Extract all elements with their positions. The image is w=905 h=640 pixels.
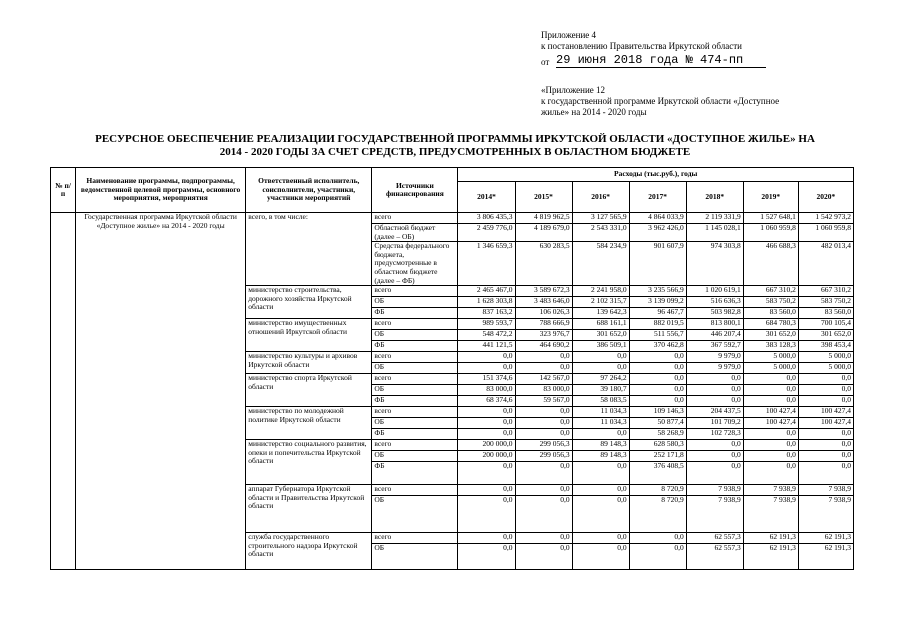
cell-value: 503 982,8 — [686, 308, 743, 319]
cell-value: 0,0 — [798, 451, 853, 462]
cell-value: 667 310,2 — [743, 286, 798, 297]
cell-value: 1 060 959,8 — [798, 224, 853, 242]
cell-value: 39 180,7 — [572, 385, 629, 396]
cell-value: 446 207,4 — [686, 330, 743, 341]
cell-value: 151 374,6 — [458, 374, 515, 385]
cell-value: 398 453,4 — [798, 341, 853, 352]
table-body — [51, 213, 854, 570]
cell-value: 383 128,3 — [743, 341, 798, 352]
cell-value: 482 013,4 — [798, 242, 853, 286]
cell-executor: министерство по молодежной политике Иркутской области — [246, 407, 372, 440]
cell-value: 83 560,0 — [743, 308, 798, 319]
cell-value: 0,0 — [686, 440, 743, 451]
cell-value: 0,0 — [458, 496, 515, 533]
cell-value: 0,0 — [743, 429, 798, 440]
cell-value: 0,0 — [743, 462, 798, 485]
cell-value: 386 509,1 — [572, 341, 629, 352]
cell-value: 5 000,0 — [743, 352, 798, 363]
cell-value: 299 056,3 — [515, 440, 572, 451]
cell-value: 7 938,9 — [743, 496, 798, 533]
cell-value: 0,0 — [572, 352, 629, 363]
cell-value: 7 938,9 — [686, 485, 743, 496]
cell-value: 376 408,5 — [629, 462, 686, 485]
cell-value: 100 427,4 — [743, 418, 798, 429]
cell-value: 3 962 426,0 — [629, 224, 686, 242]
cell-value: 62 557,3 — [686, 544, 743, 570]
cell-value: 83 000,0 — [458, 385, 515, 396]
cell-source: ОБ — [372, 451, 458, 462]
cell-value: 464 690,2 — [515, 341, 572, 352]
cell-executor: служба государственного строительного надзора Иркутской области — [246, 533, 372, 570]
cell-value: 516 636,3 — [686, 297, 743, 308]
cell-source: всего — [372, 374, 458, 385]
title-line-2: 2014 - 2020 ГОДЫ ЗА СЧЕТ СРЕДСТВ, ПРЕДУСМОТРЕННЫХ В ОБЛАСТНОМ БЮДЖЕТЕ — [219, 146, 691, 158]
cell-value: 301 652,0 — [743, 330, 798, 341]
cell-value: 0,0 — [629, 385, 686, 396]
cell-value: 62 557,3 — [686, 533, 743, 544]
cell-value: 0,0 — [743, 385, 798, 396]
cell-value: 0,0 — [458, 462, 515, 485]
cell-value: 323 976,7 — [515, 330, 572, 341]
header-executor: Ответственный исполнитель, соисполнители, участники, участники мероприятий — [246, 168, 372, 213]
cell-value: 0,0 — [686, 374, 743, 385]
cell-value: 0,0 — [458, 352, 515, 363]
cell-value: 1 020 619,1 — [686, 286, 743, 297]
cell-value: 5 000,0 — [743, 363, 798, 374]
cell-value: 3 806 435,3 — [458, 213, 515, 224]
cell-value: 0,0 — [686, 385, 743, 396]
cell-source: всего — [372, 319, 458, 330]
resource-table — [50, 167, 854, 570]
cell-value: 2 241 958,0 — [572, 286, 629, 297]
cell-source: всего — [372, 286, 458, 297]
cell-value: 3 127 565,9 — [572, 213, 629, 224]
cell-source: Средства федерального бюджета, предусмотренные в областном бюджете (далее – ФБ) — [372, 242, 458, 286]
cell-value: 583 750,2 — [743, 297, 798, 308]
cell-value: 0,0 — [629, 396, 686, 407]
cell-value: 0,0 — [515, 407, 572, 418]
cell-value: 68 374,6 — [458, 396, 515, 407]
cell-value: 1 628 303,8 — [458, 297, 515, 308]
header-source: Источники финансирования — [372, 168, 458, 213]
cell-value: 4 864 033,9 — [629, 213, 686, 224]
cell-value: 2 119 331,9 — [686, 213, 743, 224]
cell-value: 0,0 — [572, 429, 629, 440]
cell-value: 813 800,1 — [686, 319, 743, 330]
cell-value: 9 979,0 — [686, 352, 743, 363]
cell-value: 7 938,9 — [798, 496, 853, 533]
cell-value: 1 145 028,1 — [686, 224, 743, 242]
cell-source: всего — [372, 407, 458, 418]
cell-value: 0,0 — [458, 418, 515, 429]
cell-value: 584 234,9 — [572, 242, 629, 286]
cell-value: 301 652,0 — [572, 330, 629, 341]
cell-value: 0,0 — [629, 533, 686, 544]
cell-value: 0,0 — [515, 462, 572, 485]
header-year: 2019* — [743, 182, 798, 213]
cell-source: ФБ — [372, 341, 458, 352]
cell-value: 11 034,3 — [572, 407, 629, 418]
cell-value: 0,0 — [572, 462, 629, 485]
cell-value: 2 459 776,0 — [458, 224, 515, 242]
cell-source: ОБ — [372, 363, 458, 374]
program-years: жилье» на 2014 - 2020 годы — [541, 107, 647, 117]
cell-value: 139 642,3 — [572, 308, 629, 319]
cell-value: 0,0 — [743, 374, 798, 385]
title-line-1: РЕСУРСНОЕ ОБЕСПЕЧЕНИЕ РЕАЛИЗАЦИИ ГОСУДАРСТВЕННОЙ ПРОГРАММЫ ИРКУТСКОЙ ОБЛАСТИ «ДОСТУПНОЕ ЖИЛЬЕ» НА — [95, 133, 815, 145]
cell-value: 901 607,9 — [629, 242, 686, 286]
cell-value: 8 720,9 — [629, 496, 686, 533]
cell-source: ОБ — [372, 496, 458, 533]
cell-value: 3 483 646,0 — [515, 297, 572, 308]
cell-executor: всего, в том числе: — [246, 213, 372, 286]
header-year: 2016* — [572, 182, 629, 213]
cell-value: 0,0 — [629, 363, 686, 374]
cell-value: 2 543 331,0 — [572, 224, 629, 242]
cell-value: 370 462,8 — [629, 341, 686, 352]
date-prefix: от — [541, 57, 550, 67]
header-year: 2014* — [458, 182, 515, 213]
cell-value: 100 427,4 — [743, 407, 798, 418]
cell-value: 0,0 — [686, 462, 743, 485]
cell-value: 0,0 — [572, 363, 629, 374]
cell-value: 4 189 679,0 — [515, 224, 572, 242]
cell-value: 58 083,5 — [572, 396, 629, 407]
cell-value: 89 148,3 — [572, 440, 629, 451]
cell-source: ФБ — [372, 429, 458, 440]
cell-value: 204 437,5 — [686, 407, 743, 418]
cell-value: 0,0 — [515, 363, 572, 374]
cell-value: 100 427,4 — [798, 407, 853, 418]
cell-value: 583 750,2 — [798, 297, 853, 308]
cell-value: 200 000,0 — [458, 451, 515, 462]
cell-source: Областной бюджет (далее – ОБ) — [372, 224, 458, 242]
cell-source: всего — [372, 533, 458, 544]
header-year: 2015* — [515, 182, 572, 213]
cell-source: ОБ — [372, 297, 458, 308]
cell-source: ОБ — [372, 385, 458, 396]
cell-executor: министерство спорта Иркутской области — [246, 374, 372, 407]
cell-value: 0,0 — [515, 533, 572, 544]
header-year: 2020* — [798, 182, 853, 213]
cell-value: 8 720,9 — [629, 485, 686, 496]
decree-reference: к постановлению Правительства Иркутской области — [541, 41, 742, 51]
cell-value: 788 666,9 — [515, 319, 572, 330]
cell-value: 0,0 — [458, 544, 515, 570]
cell-value: 0,0 — [798, 385, 853, 396]
cell-num — [51, 213, 76, 570]
cell-value: 0,0 — [515, 352, 572, 363]
cell-value: 989 593,7 — [458, 319, 515, 330]
cell-value: 102 728,3 — [686, 429, 743, 440]
cell-value: 511 556,7 — [629, 330, 686, 341]
cell-value: 367 592,7 — [686, 341, 743, 352]
cell-value: 59 567,0 — [515, 396, 572, 407]
cell-value: 0,0 — [629, 374, 686, 385]
cell-value: 0,0 — [629, 352, 686, 363]
cell-value: 1 527 648,1 — [743, 213, 798, 224]
cell-value: 1 060 959,8 — [743, 224, 798, 242]
cell-executor: министерство социального развития, опеки и попечительства Иркутской области — [246, 440, 372, 485]
cell-value: 301 652,0 — [798, 330, 853, 341]
cell-source: ФБ — [372, 308, 458, 319]
cell-value: 96 467,7 — [629, 308, 686, 319]
cell-value: 0,0 — [458, 533, 515, 544]
cell-value: 4 819 962,5 — [515, 213, 572, 224]
cell-value: 0,0 — [515, 496, 572, 533]
cell-value: 252 171,8 — [629, 451, 686, 462]
cell-value: 0,0 — [572, 496, 629, 533]
cell-source: всего — [372, 213, 458, 224]
cell-value: 97 264,2 — [572, 374, 629, 385]
cell-value: 441 121,5 — [458, 341, 515, 352]
cell-value: 0,0 — [629, 544, 686, 570]
cell-program-name: Государственная программа Иркутской области «Доступное жилье» на 2014 - 2020 годы — [76, 213, 246, 570]
cell-value: 0,0 — [798, 374, 853, 385]
cell-source: ОБ — [372, 330, 458, 341]
cell-value: 667 310,2 — [798, 286, 853, 297]
document-title — [50, 133, 860, 159]
cell-value: 0,0 — [458, 485, 515, 496]
cell-value: 62 191,3 — [743, 544, 798, 570]
cell-value: 630 283,5 — [515, 242, 572, 286]
cell-value: 5 000,0 — [798, 363, 853, 374]
cell-value: 0,0 — [798, 429, 853, 440]
cell-value: 3 235 566,9 — [629, 286, 686, 297]
cell-source: всего — [372, 352, 458, 363]
cell-value: 0,0 — [572, 533, 629, 544]
cell-value: 0,0 — [572, 544, 629, 570]
cell-value: 882 019,5 — [629, 319, 686, 330]
cell-value: 0,0 — [515, 418, 572, 429]
cell-value: 0,0 — [798, 396, 853, 407]
cell-value: 0,0 — [686, 451, 743, 462]
cell-source: ОБ — [372, 544, 458, 570]
cell-value: 0,0 — [686, 396, 743, 407]
cell-value: 83 560,0 — [798, 308, 853, 319]
cell-value: 548 472,2 — [458, 330, 515, 341]
cell-source: всего — [372, 440, 458, 451]
cell-value: 11 034,3 — [572, 418, 629, 429]
cell-value: 142 567,0 — [515, 374, 572, 385]
cell-value: 50 877,4 — [629, 418, 686, 429]
cell-value: 299 056,3 — [515, 451, 572, 462]
cell-value: 0,0 — [458, 407, 515, 418]
cell-value: 62 191,3 — [798, 533, 853, 544]
program-reference: к государственной программе Иркутской области «Доступное — [541, 96, 780, 106]
decree-date-number: 29 июня 2018 года № 474-пп — [556, 54, 766, 68]
appendix12-label: «Приложение 12 — [541, 85, 606, 95]
cell-value: 1 542 973,2 — [798, 213, 853, 224]
header-num: № п/п — [51, 168, 76, 213]
cell-value: 0,0 — [572, 485, 629, 496]
cell-value: 466 688,3 — [743, 242, 798, 286]
cell-value: 0,0 — [798, 440, 853, 451]
cell-value: 7 938,9 — [743, 485, 798, 496]
cell-value: 0,0 — [743, 451, 798, 462]
cell-value: 2 465 467,0 — [458, 286, 515, 297]
table-row — [51, 213, 854, 224]
cell-value: 0,0 — [458, 429, 515, 440]
cell-value: 101 709,2 — [686, 418, 743, 429]
header-name: Наименование программы, подпрограммы, ведомственной целевой программы, основного мероприятия, мероприятия — [76, 168, 246, 213]
cell-executor: аппарат Губернатора Иркутской области и Правительства Иркутской области — [246, 485, 372, 533]
cell-value: 0,0 — [743, 396, 798, 407]
cell-source: всего — [372, 485, 458, 496]
header-year: 2018* — [686, 182, 743, 213]
cell-source: ФБ — [372, 462, 458, 485]
cell-value: 628 580,3 — [629, 440, 686, 451]
cell-value: 83 000,0 — [515, 385, 572, 396]
cell-value: 89 148,3 — [572, 451, 629, 462]
cell-value: 58 268,9 — [629, 429, 686, 440]
cell-value: 7 938,9 — [686, 496, 743, 533]
cell-value: 106 026,3 — [515, 308, 572, 319]
cell-value: 62 191,3 — [743, 533, 798, 544]
cell-value: 3 589 672,3 — [515, 286, 572, 297]
cell-value: 100 427,4 — [798, 418, 853, 429]
cell-value: 684 780,3 — [743, 319, 798, 330]
cell-value: 0,0 — [515, 429, 572, 440]
cell-value: 0,0 — [458, 363, 515, 374]
cell-value: 0,0 — [515, 485, 572, 496]
appendix-label: Приложение 4 — [541, 30, 597, 40]
cell-value: 974 303,8 — [686, 242, 743, 286]
cell-executor: министерство строительства, дорожного хозяйства Иркутской области — [246, 286, 372, 319]
table-header — [51, 168, 854, 213]
cell-value: 0,0 — [798, 462, 853, 485]
header-expenses: Расходы (тыс.руб.), годы — [458, 168, 854, 182]
cell-source: ОБ — [372, 418, 458, 429]
cell-value: 700 105,4 — [798, 319, 853, 330]
cell-value: 3 139 099,2 — [629, 297, 686, 308]
cell-value: 0,0 — [743, 440, 798, 451]
cell-value: 0,0 — [515, 544, 572, 570]
cell-value: 837 163,2 — [458, 308, 515, 319]
cell-value: 5 000,0 — [798, 352, 853, 363]
cell-executor: министерство культуры и архивов Иркутской области — [246, 352, 372, 374]
cell-value: 688 161,1 — [572, 319, 629, 330]
cell-value: 2 102 315,7 — [572, 297, 629, 308]
cell-source: ФБ — [372, 396, 458, 407]
cell-value: 200 000,0 — [458, 440, 515, 451]
cell-value: 7 938,9 — [798, 485, 853, 496]
cell-value: 109 146,3 — [629, 407, 686, 418]
header-year: 2017* — [629, 182, 686, 213]
cell-value: 1 346 659,3 — [458, 242, 515, 286]
cell-executor: министерство имущественных отношений Иркутской области — [246, 319, 372, 352]
cell-value: 9 979,0 — [686, 363, 743, 374]
cell-value: 62 191,3 — [798, 544, 853, 570]
